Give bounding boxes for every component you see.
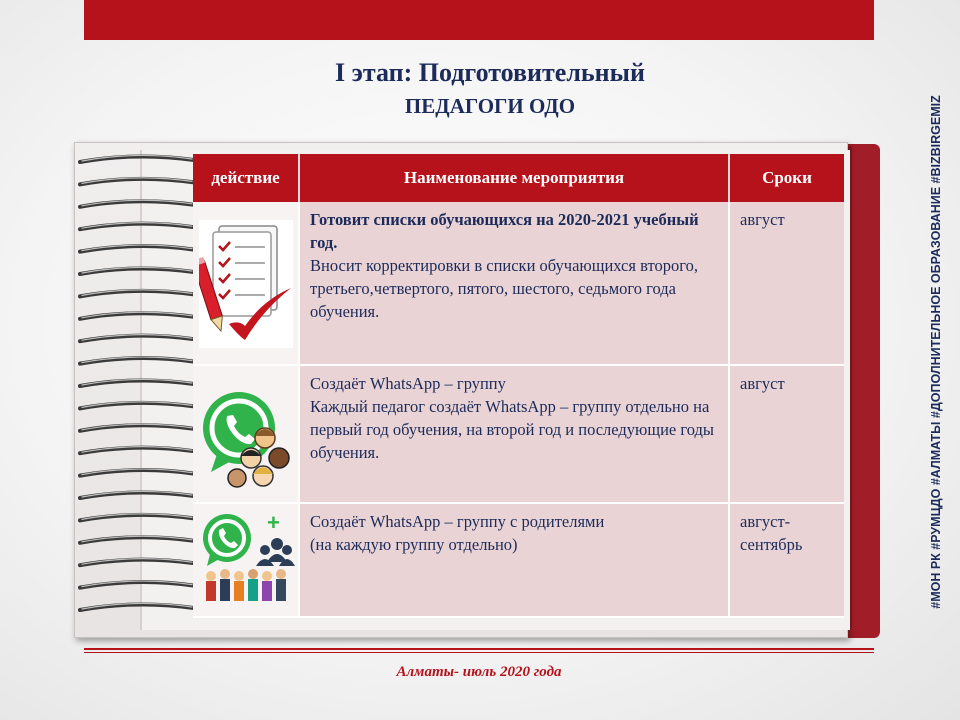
table-row-1-deadline: август (730, 202, 844, 366)
whatsapp-parents-icon (197, 510, 297, 610)
footer-divider-thin (84, 652, 874, 653)
table-row-2-description (300, 366, 730, 504)
schedule-table (193, 154, 844, 618)
table-row-3-deadline: август-сентябрь (730, 504, 844, 618)
row-1-title: Готовит списки обучающихся на 2020-2021 учебный год. (310, 210, 699, 252)
side-hashtags: #МОН РК #РУМЦДО #АЛМАТЫ #ДОПОЛНИТЕЛЬНОЕ ОБРАЗОВАНИЕ #BIZBIRGEMIZ (929, 95, 943, 609)
row-2-text: Каждый педагог создаёт WhatsApp – группу отдельно на первый год обучения, на второй год и последующие годы обучения. (310, 397, 714, 462)
checklist-pencil-icon (199, 220, 293, 348)
footer-divider (84, 648, 874, 650)
svg-text:+: + (267, 510, 280, 535)
footer-date: Алматы- июль 2020 года (396, 664, 562, 680)
table-row-3-description (300, 504, 730, 618)
row-2-title: Создаёт WhatsApp – группу (310, 374, 506, 393)
top-red-bar (84, 0, 874, 40)
row-3-text: (на каждую группу отдельно) (310, 535, 518, 554)
spiral-rings-icon (76, 150, 198, 620)
table-row-2-icon-cell (193, 366, 300, 504)
header-event-name: Наименование мероприятия (300, 154, 730, 202)
page-subtitle: ПЕДАГОГИ ОДО (404, 94, 576, 118)
row-1-text: Вносит корректировки в списки обучающихся второго, третьего,четвертого, пятого, шестого, седьмого года обучения. (310, 256, 698, 321)
page-title: I этап: Подготовительный (335, 58, 645, 87)
table-row-1-icon-cell (193, 202, 300, 366)
whatsapp-group-icon (199, 380, 293, 492)
header-action: действие (193, 154, 300, 202)
row-3-title: Создаёт WhatsApp – группу с родителями (310, 512, 605, 531)
table-row-3-icon-cell (193, 504, 300, 618)
table-row-2-deadline: август (730, 366, 844, 504)
header-deadline: Сроки (730, 154, 844, 202)
table-row-1-description (300, 202, 730, 366)
